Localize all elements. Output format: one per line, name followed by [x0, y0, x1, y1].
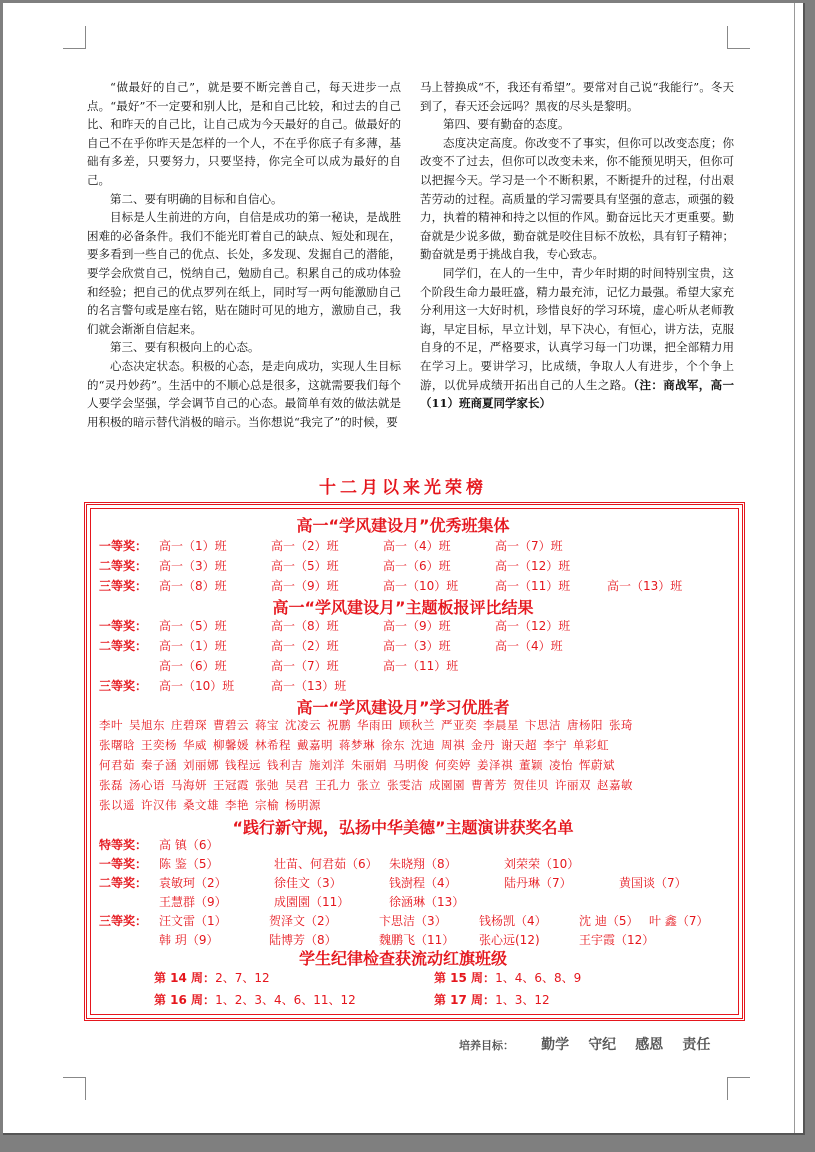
motto-word: 勤学	[541, 1037, 570, 1053]
winner-names-line: 何君茹 秦子涵 刘丽娜 钱程远 钱利吉 施刘洋 朱丽娟 马明俊 何奕婷 姜泽祺 董颖 凌怡 恽蔚斌	[99, 758, 615, 772]
winner-names-line: 李叶 吴旭东 庄碧琛 曹碧云 蒋宝 沈凌云 祝鹏 华雨田 顾秋兰 严亚奕 李晨星 卞思洁 唐杨阳 张琦	[99, 718, 633, 732]
section-title-red-flag: 学生纪律检查获流动红旗班级	[298, 949, 507, 968]
award-row: 王慧群（9） 成園園（11） 徐涵琳（13）	[159, 895, 465, 909]
award-row: 一等奖： 高一（1）班 高一（2）班 高一（4）班 高一（7）班	[99, 539, 563, 553]
heading-paragraph: 第四、要有勤奋的态度。	[443, 117, 570, 132]
section-title-blackboard: 高一“学风建设月”主题板报评比结果	[272, 598, 534, 617]
winner-names-line: 张以遥 许汉伟 桑文雄 李艳 宗榆 杨明源	[99, 798, 321, 812]
award-row: 一等奖： 陈 鉴（5） 壮苗、何君茹（6） 朱晓翔（8） 刘荣荣（10）	[99, 857, 580, 871]
heading-paragraph: 第二、要有明确的目标和自信心。	[110, 191, 283, 206]
motto-word: 守纪	[588, 1037, 617, 1053]
week-result: 第 15 周：1、4、6、8、9	[434, 971, 582, 985]
honor-roll-banner: 十二月以来光荣榜	[319, 478, 487, 498]
crop-mark-top-left	[63, 26, 86, 49]
document-page	[3, 3, 805, 1135]
award-row: 一等奖： 高一（5）班 高一（8）班 高一（9）班 高一（12）班	[99, 619, 571, 633]
award-row: 二等奖： 袁敏珂（2） 徐佳文（3） 钱澍程（4） 陆丹琳（7） 黄国谈（7）	[99, 876, 687, 890]
paragraph: 目标是人生前进的方向，自信是成功的第一秘诀，是战胜困难的必备条件。我们不能光盯着自己的缺点、短处和现在，要多看到一些自己的优点、长处，多发现、发掘自己的潜能，要学会欣赏自己，悦纳自己，勉励自己。积累自己的成功体验和经验；把自己的优点罗列在纸上，同时写一两句能激励自己的名言警句或是座右铭，贴在随时可见的地方，激励自己，我们就会渐渐自信起来。	[87, 210, 401, 336]
week-result: 第 16 周：1、2、3、4、6、11、12	[154, 993, 356, 1007]
award-row: 三等奖： 汪文雷（1） 贺泽文（2） 卞思洁（3） 钱杨凯（4） 沈 迪（5） 叶 鑫（7）	[99, 914, 709, 928]
left-text-column	[87, 78, 401, 431]
footer-label: 培养目标：	[459, 1039, 514, 1052]
award-row: 高一（6）班 高一（7）班 高一（11）班	[159, 659, 459, 673]
week-result: 第 14 周：2、7、12	[154, 971, 270, 985]
author-note: （注：商战军，高一（11）班商夏同学家长）	[420, 377, 735, 411]
heading-paragraph: 第三、要有积极向上的心态。	[110, 340, 260, 355]
award-row: 二等奖： 高一（3）班 高一（5）班 高一（6）班 高一（12）班	[99, 559, 571, 573]
motto-word: 感恩	[635, 1037, 664, 1053]
award-row: 韩 玥（9） 陆博芳（8） 魏鹏飞（11） 张心远(12) 王宇霞（12）	[159, 933, 655, 947]
crop-mark-top-right	[727, 26, 750, 49]
paragraph: 态度决定高度。你改变不了事实，但你可以改变态度；你改变不了过去，但你可以改变未来，你不能预见明天，但你可以把握今天。学习是一个不断积累，不断提升的过程，付出艰苦劳动的过程。高质量的学习需要具有坚强的意志，顽强的毅力，执着的精神和持之以恒的作风。勤奋远比天才更重要。勤奋就是少说多做，勤奋就是咬住目标不放松，具有钉子精神；勤奋就是勇于挑战自我，专心致志。	[420, 135, 734, 262]
section-title-study-winners: 高一“学风建设月”学习优胜者	[296, 698, 510, 717]
award-row: 三等奖： 高一（10）班 高一（13）班	[99, 679, 347, 693]
award-row: 三等奖： 高一（8）班 高一（9）班 高一（10）班 高一（11）班 高一（13）班	[99, 579, 683, 593]
footer-motto	[459, 1034, 724, 1054]
right-text-column	[420, 78, 734, 413]
winner-names-line: 张磊 汤心语 马海妍 王冠霞 张弛 吴君 王孔力 张立 张雯洁 成園園 曹菁芳 贺佳贝 许丽双 赵嘉敏	[99, 778, 633, 792]
crop-mark-bottom-right	[727, 1077, 750, 1100]
section-title-speech-contest: “践行新守规，弘扬中华美德”主题演讲获奖名单	[232, 818, 574, 837]
paragraph: 同学们，在人的一生中，青少年时期的时间特别宝贵，这个阶段生命力最旺盛，精力最充沛，记忆力最强。希望大家充分利用这一大好时机，珍惜良好的学习环境，虚心听从老师教诲，早定目标，早立计划，早下决心，有恒心，讲方法，克服自身的不足，严格要求，认真学习每一门功课，把全部精力用在学习上。要讲学习，比成绩，争取人人有进步，个个争上游，以优异成绩开拓出自己的人生之路。（注：商战军，高一（11）班商夏同学家长）	[420, 265, 735, 411]
paragraph: “做最好的自己”，就是要不断完善自己，每天进步一点点。“最好”不一定要和别人比，是和自己比较，和过去的自己比、和昨天的自己比，让自己成为今天最好的自己。做最好的自己不在乎你昨天是怎样的一个人，不在乎你底子有多薄，基础有多差，只要努力，只要坚持，你完全可以成为最好的自己。	[87, 80, 401, 187]
paragraph: 心态决定状态。积极的心态，是走向成功，实现人生目标的“灵丹妙药”。生活中的不顺心总是很多，这就需要我们每个人要学会坚强，学会调节自己的心态。最简单有效的做法就是用积极的暗示替代消极的暗示。当你想说“我完了”的时候，要	[87, 358, 401, 429]
award-row: 特等奖： 高 镇（6）	[99, 838, 219, 852]
winner-names-line: 张曙晗 王奕杨 华威 柳馨媛 林希程 戴嘉明 蒋梦琳 徐东 沈迪 周祺 金丹 谢天超 李宁 单彩虹	[99, 738, 609, 752]
paragraph: 马上替换成“不，我还有希望”。要常对自己说“我能行”。冬天到了，春天还会远吗？黑夜的尽头是黎明。	[420, 80, 734, 113]
section-title-excellent-class: 高一“学风建设月”优秀班集体	[296, 516, 510, 535]
award-row: 二等奖： 高一（1）班 高一（2）班 高一（3）班 高一（4）班	[99, 639, 563, 653]
week-result: 第 17 周：1、3、12	[434, 993, 550, 1007]
crop-mark-bottom-left	[63, 1077, 86, 1100]
motto-word: 责任	[682, 1037, 711, 1053]
